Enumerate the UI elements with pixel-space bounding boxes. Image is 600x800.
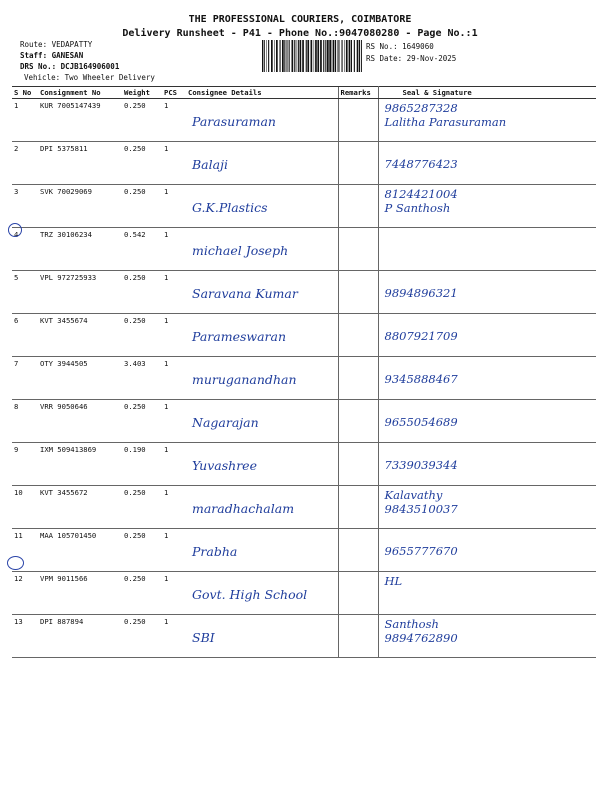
signature-line-1: 9865287328	[384, 101, 458, 115]
cell-pcs: 1	[162, 185, 186, 228]
cell-signature	[378, 271, 596, 314]
cell-sno: 4	[12, 228, 38, 271]
cell-consignee	[186, 486, 338, 529]
cell-consignee	[186, 572, 338, 615]
rs-date: RS Date: 29-Nov-2025	[366, 54, 457, 63]
drs-number: DRS No.: DCJB164906001	[20, 62, 120, 71]
signature-line-1	[381, 359, 595, 372]
staff-label: Staff: GANESAN	[20, 51, 84, 60]
cell-consignment: DPI 887894	[38, 615, 122, 658]
cell-pcs: 1	[162, 271, 186, 314]
cell-consignment: VPM 9011566	[38, 572, 122, 615]
cell-remarks	[338, 314, 378, 357]
cell-consignment: VPL 972725933	[38, 271, 122, 314]
cell-pcs: 1	[162, 529, 186, 572]
cell-sno: 6	[12, 314, 38, 357]
table-row	[12, 99, 596, 142]
table-row	[12, 615, 596, 658]
cell-consignee	[186, 314, 338, 357]
cell-remarks	[338, 572, 378, 615]
runsheet-subtitle: Delivery Runsheet - P41 - Phone No.:9047080280 - Page No.:1	[122, 28, 478, 39]
cell-remarks	[338, 615, 378, 658]
cell-pcs: 1	[162, 572, 186, 615]
cell-consignee	[186, 99, 338, 142]
signature-line-2: P Santhosh	[384, 201, 451, 215]
cell-signature	[378, 142, 596, 185]
consignee-handwriting: Parasuraman	[192, 114, 276, 129]
consignee-handwriting: michael Joseph	[192, 243, 289, 258]
signature-line-2: 8807921709	[384, 329, 458, 343]
table-row	[12, 529, 596, 572]
cell-consignee	[186, 271, 338, 314]
consignee-handwriting: maradhachalam	[192, 501, 295, 516]
consignee-handwriting: muruganandhan	[192, 372, 297, 387]
cell-weight: 0.250	[122, 486, 162, 529]
cell-consignee	[186, 228, 338, 271]
cell-consignment: MAA 105701450	[38, 529, 122, 572]
col-pcs: PCS	[162, 87, 186, 99]
cell-pcs: 1	[162, 615, 186, 658]
cell-pcs: 1	[162, 99, 186, 142]
cell-signature	[378, 314, 596, 357]
signature-line-1	[381, 230, 595, 243]
cell-consignee	[186, 357, 338, 400]
signature-line-1	[381, 531, 595, 544]
cell-sno: 10	[12, 486, 38, 529]
col-remarks: Remarks	[338, 87, 378, 99]
cell-pcs: 1	[162, 486, 186, 529]
signature-line-1: Kalavathy	[384, 488, 443, 502]
cell-pcs: 1	[162, 443, 186, 486]
cell-sno: 12	[12, 572, 38, 615]
signature-line-2: 9894762890	[384, 631, 458, 645]
cell-consignment: KVT 3455672	[38, 486, 122, 529]
cell-signature	[378, 486, 596, 529]
table-row	[12, 228, 596, 271]
cell-remarks	[338, 228, 378, 271]
cell-pcs: 1	[162, 357, 186, 400]
table-row	[12, 572, 596, 615]
consignee-handwriting: G.K.Plastics	[192, 200, 268, 215]
cell-weight: 0.250	[122, 314, 162, 357]
cell-consignment: DPI 5375811	[38, 142, 122, 185]
col-consignee: Consignee Details	[186, 87, 338, 99]
table-header-row	[12, 87, 596, 99]
cell-remarks	[338, 443, 378, 486]
cell-signature	[378, 529, 596, 572]
cell-consignee	[186, 142, 338, 185]
signature-line-2: 7448776423	[384, 157, 458, 171]
cell-signature	[378, 228, 596, 271]
row-4-circle-mark	[8, 223, 22, 237]
cell-weight: 0.542	[122, 228, 162, 271]
cell-pcs: 1	[162, 400, 186, 443]
signature-line-2: 7339039344	[384, 458, 458, 472]
consignee-handwriting: Govt. High School	[192, 587, 308, 602]
cell-sno: 8	[12, 400, 38, 443]
col-sno: S No	[12, 87, 38, 99]
cell-sno: 1	[12, 99, 38, 142]
consignee-handwriting: Parameswaran	[192, 329, 287, 344]
row-12-circle-mark	[7, 556, 24, 570]
cell-consignment: TRZ 30106234	[38, 228, 122, 271]
consignee-handwriting: SBI	[192, 630, 215, 645]
cell-sno: 9	[12, 443, 38, 486]
company-title: THE PROFESSIONAL COURIERS, COIMBATORE	[188, 14, 412, 25]
cell-sno: 11	[12, 529, 38, 572]
table-row	[12, 357, 596, 400]
cell-remarks	[338, 486, 378, 529]
cell-sno: 13	[12, 615, 38, 658]
cell-weight: 0.190	[122, 443, 162, 486]
cell-weight: 0.250	[122, 99, 162, 142]
signature-line-2: 9843510037	[384, 502, 458, 516]
signature-line-1	[381, 316, 595, 329]
vehicle-label: Vehicle: Two Wheeler Delivery	[24, 73, 155, 82]
cell-weight: 0.250	[122, 142, 162, 185]
cell-sno: 3	[12, 185, 38, 228]
cell-pcs: 1	[162, 228, 186, 271]
cell-sno: 5	[12, 271, 38, 314]
cell-consignee	[186, 443, 338, 486]
cell-consignment: OTY 3944505	[38, 357, 122, 400]
table-row	[12, 400, 596, 443]
cell-signature	[378, 615, 596, 658]
cell-signature	[378, 357, 596, 400]
cell-pcs: 1	[162, 142, 186, 185]
signature-line-1: Santhosh	[384, 617, 439, 631]
signature-line-1	[381, 273, 595, 286]
cell-consignee	[186, 185, 338, 228]
consignee-handwriting: Nagarajan	[192, 415, 259, 430]
table-row	[12, 443, 596, 486]
cell-consignment: SVK 70029069	[38, 185, 122, 228]
signature-line-1: 8124421004	[384, 187, 458, 201]
col-weight: Weight	[122, 87, 162, 99]
cell-pcs: 1	[162, 314, 186, 357]
signature-line-2: Lalitha Parasuraman	[384, 115, 507, 129]
cell-consignment: VRR 9050646	[38, 400, 122, 443]
cell-sno: 2	[12, 142, 38, 185]
barcode-image	[262, 40, 362, 72]
runsheet-table	[12, 86, 596, 658]
cell-consignment: KUR 7005147439	[38, 99, 122, 142]
consignee-handwriting: Saravana Kumar	[192, 286, 298, 301]
route-label: Route: VEDAPATTY	[20, 40, 93, 49]
cell-remarks	[338, 400, 378, 443]
cell-signature	[378, 443, 596, 486]
signature-line-2: 9655777670	[384, 544, 458, 558]
cell-weight: 0.250	[122, 185, 162, 228]
table-row	[12, 271, 596, 314]
cell-remarks	[338, 142, 378, 185]
table-row	[12, 486, 596, 529]
cell-signature	[378, 99, 596, 142]
table-row	[12, 142, 596, 185]
col-seal: Seal & Signature	[378, 87, 596, 99]
cell-weight: 0.250	[122, 615, 162, 658]
cell-consignee	[186, 529, 338, 572]
cell-remarks	[338, 357, 378, 400]
cell-consignment: KVT 3455674	[38, 314, 122, 357]
cell-signature	[378, 400, 596, 443]
cell-weight: 0.250	[122, 572, 162, 615]
signature-line-2: 9655054689	[384, 415, 458, 429]
cell-sno: 7	[12, 357, 38, 400]
signature-line-1: HL	[384, 574, 403, 588]
table-row	[12, 185, 596, 228]
cell-remarks	[338, 271, 378, 314]
cell-consignment: IXM 509413869	[38, 443, 122, 486]
signature-line-2: 9894896321	[384, 286, 458, 300]
cell-consignee	[186, 615, 338, 658]
cell-remarks	[338, 99, 378, 142]
cell-signature	[378, 572, 596, 615]
cell-signature	[378, 185, 596, 228]
cell-remarks	[338, 529, 378, 572]
cell-consignee	[186, 400, 338, 443]
signature-line-1	[381, 402, 595, 415]
signature-line-1	[381, 445, 595, 458]
cell-weight: 0.250	[122, 400, 162, 443]
rs-number: RS No.: 1649060	[366, 42, 434, 51]
cell-weight: 3.403	[122, 357, 162, 400]
consignee-handwriting: Yuvashree	[192, 458, 257, 473]
consignee-handwriting: Balaji	[192, 157, 228, 172]
consignee-handwriting: Prabha	[192, 544, 238, 559]
cell-remarks	[338, 185, 378, 228]
cell-weight: 0.250	[122, 529, 162, 572]
col-consignment: Consignment No	[38, 87, 122, 99]
table-row	[12, 314, 596, 357]
cell-weight: 0.250	[122, 271, 162, 314]
signature-line-2: 9345888467	[384, 372, 458, 386]
signature-line-1	[381, 144, 595, 157]
